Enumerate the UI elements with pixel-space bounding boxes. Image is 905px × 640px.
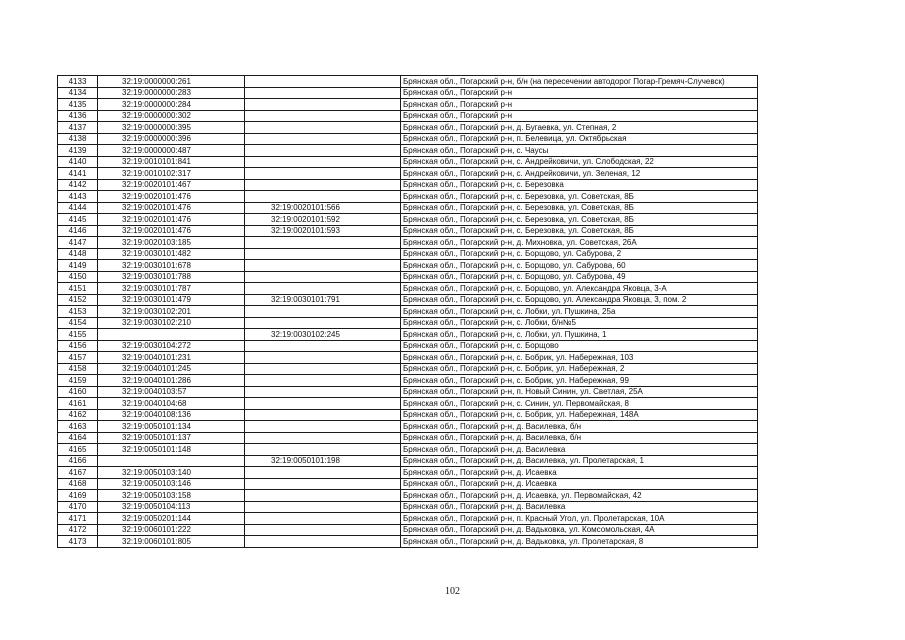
table-row [58, 110, 758, 122]
cadastral-number-cell: 32:19:0040101:231 [98, 352, 245, 364]
cadastral-number-cell: 32:19:0050103:140 [98, 467, 245, 479]
sub-cadastral-number-cell [245, 306, 401, 318]
address-cell: Брянская обл., Погарский р-н, д. Михновка, ул. Советская, 26А [401, 237, 758, 249]
row-number-cell: 4157 [58, 352, 98, 364]
address-cell: Брянская обл., Погарский р-н, с. Лобки, ул. Пушкина, 1 [401, 329, 758, 341]
cadastral-number-cell: 32:19:0020103:185 [98, 237, 245, 249]
cadastral-number-cell: 32:19:0030101:479 [98, 294, 245, 306]
row-number-cell: 4133 [58, 76, 98, 88]
table-row [58, 99, 758, 111]
table-row [58, 478, 758, 490]
row-number-cell: 4153 [58, 306, 98, 318]
cadastral-number-cell: 32:19:0050101:148 [98, 444, 245, 456]
table-row [58, 329, 758, 341]
row-number-cell: 4173 [58, 536, 98, 548]
row-number-cell: 4143 [58, 191, 98, 203]
table-row [58, 340, 758, 352]
cadastral-number-cell: 32:19:0050104:113 [98, 501, 245, 513]
cadastral-number-cell: 32:19:0030101:788 [98, 271, 245, 283]
row-number-cell: 4152 [58, 294, 98, 306]
sub-cadastral-number-cell [245, 271, 401, 283]
table-row [58, 490, 758, 502]
table-row [58, 375, 758, 387]
cadastral-number-cell: 32:19:0020101:467 [98, 179, 245, 191]
cadastral-number-cell: 32:19:0000000:261 [98, 76, 245, 88]
cadastral-number-cell: 32:19:0000000:302 [98, 110, 245, 122]
table-row [58, 133, 758, 145]
row-number-cell: 4155 [58, 329, 98, 341]
row-number-cell: 4165 [58, 444, 98, 456]
cadastral-number-cell: 32:19:0000000:487 [98, 145, 245, 157]
cadastral-number-cell: 32:19:0020101:476 [98, 214, 245, 226]
cadastral-number-cell: 32:19:0030101:482 [98, 248, 245, 260]
sub-cadastral-number-cell [245, 191, 401, 203]
cadastral-number-cell: 32:19:0040101:245 [98, 363, 245, 375]
table-row [58, 421, 758, 433]
table-row [58, 260, 758, 272]
table-row [58, 363, 758, 375]
row-number-cell: 4172 [58, 524, 98, 536]
table-row [58, 306, 758, 318]
sub-cadastral-number-cell [245, 409, 401, 421]
cadastral-number-cell: 32:19:0060101:805 [98, 536, 245, 548]
table-row [58, 409, 758, 421]
sub-cadastral-number-cell [245, 283, 401, 295]
table-row [58, 536, 758, 548]
cadastral-number-cell: 32:19:0030104:272 [98, 340, 245, 352]
address-cell: Брянская обл., Погарский р-н, с. Борщово, ул. Сабурова, 60 [401, 260, 758, 272]
address-cell: Брянская обл., Погарский р-н, с. Березовка, ул. Советская, 8Б [401, 191, 758, 203]
table-row [58, 271, 758, 283]
address-cell: Брянская обл., Погарский р-н, д. Василевка [401, 501, 758, 513]
sub-cadastral-number-cell [245, 421, 401, 433]
registry-table-body [58, 76, 758, 548]
cadastral-number-cell: 32:19:0050101:134 [98, 421, 245, 433]
row-number-cell: 4161 [58, 398, 98, 410]
row-number-cell: 4135 [58, 99, 98, 111]
address-cell: Брянская обл., Погарский р-н, с. Андрейковичи, ул. Слободская, 22 [401, 156, 758, 168]
table-row [58, 352, 758, 364]
address-cell: Брянская обл., Погарский р-н, с. Борщово, ул. Сабурова, 49 [401, 271, 758, 283]
row-number-cell: 4163 [58, 421, 98, 433]
cadastral-number-cell: 32:19:0040101:286 [98, 375, 245, 387]
cadastral-number-cell: 32:19:0020101:476 [98, 202, 245, 214]
cadastral-number-cell: 32:19:0020101:476 [98, 191, 245, 203]
sub-cadastral-number-cell [245, 501, 401, 513]
row-number-cell: 4144 [58, 202, 98, 214]
sub-cadastral-number-cell [245, 110, 401, 122]
sub-cadastral-number-cell [245, 536, 401, 548]
table-row [58, 191, 758, 203]
cadastral-number-cell: 32:19:0040104:68 [98, 398, 245, 410]
sub-cadastral-number-cell [245, 513, 401, 525]
row-number-cell: 4149 [58, 260, 98, 272]
cadastral-number-cell: 32:19:0010102:317 [98, 168, 245, 180]
table-row [58, 202, 758, 214]
table-row [58, 283, 758, 295]
row-number-cell: 4160 [58, 386, 98, 398]
table-row [58, 248, 758, 260]
row-number-cell: 4164 [58, 432, 98, 444]
cadastral-number-cell: 32:19:0030101:787 [98, 283, 245, 295]
address-cell: Брянская обл., Погарский р-н [401, 99, 758, 111]
address-cell: Брянская обл., Погарский р-н, п. Новый Синин, ул. Светлая, 25А [401, 386, 758, 398]
sub-cadastral-number-cell [245, 156, 401, 168]
sub-cadastral-number-cell: 32:19:0030101:791 [245, 294, 401, 306]
sub-cadastral-number-cell [245, 168, 401, 180]
sub-cadastral-number-cell [245, 352, 401, 364]
row-number-cell: 4138 [58, 133, 98, 145]
row-number-cell: 4169 [58, 490, 98, 502]
address-cell: Брянская обл., Погарский р-н, с. Чаусы [401, 145, 758, 157]
address-cell: Брянская обл., Погарский р-н, д. Исаевка [401, 478, 758, 490]
sub-cadastral-number-cell [245, 248, 401, 260]
table-row [58, 398, 758, 410]
table-row [58, 237, 758, 249]
table-row [58, 317, 758, 329]
row-number-cell: 4156 [58, 340, 98, 352]
sub-cadastral-number-cell [245, 87, 401, 99]
address-cell: Брянская обл., Погарский р-н, с. Борщово, ул. Александра Яковца, 3-А [401, 283, 758, 295]
row-number-cell: 4141 [58, 168, 98, 180]
table-row [58, 467, 758, 479]
row-number-cell: 4151 [58, 283, 98, 295]
sub-cadastral-number-cell: 32:19:0050101:198 [245, 455, 401, 467]
cadastral-number-cell: 32:19:0030102:210 [98, 317, 245, 329]
sub-cadastral-number-cell [245, 524, 401, 536]
cadastral-number-cell: 32:19:0020101:476 [98, 225, 245, 237]
row-number-cell: 4159 [58, 375, 98, 387]
cadastral-number-cell: 32:19:0050103:158 [98, 490, 245, 502]
row-number-cell: 4166 [58, 455, 98, 467]
sub-cadastral-number-cell [245, 363, 401, 375]
address-cell: Брянская обл., Погарский р-н, с. Борщово, ул. Александра Яковца, 3, пом. 2 [401, 294, 758, 306]
row-number-cell: 4137 [58, 122, 98, 134]
sub-cadastral-number-cell [245, 237, 401, 249]
address-cell: Брянская обл., Погарский р-н [401, 87, 758, 99]
row-number-cell: 4139 [58, 145, 98, 157]
table-row [58, 179, 758, 191]
sub-cadastral-number-cell [245, 122, 401, 134]
address-cell: Брянская обл., Погарский р-н, с. Борщово [401, 340, 758, 352]
row-number-cell: 4148 [58, 248, 98, 260]
sub-cadastral-number-cell [245, 478, 401, 490]
table-row [58, 214, 758, 226]
sub-cadastral-number-cell [245, 375, 401, 387]
sub-cadastral-number-cell [245, 432, 401, 444]
cadastral-number-cell [98, 455, 245, 467]
address-cell: Брянская обл., Погарский р-н, с. Бобрик, ул. Набережная, 2 [401, 363, 758, 375]
cadastral-number-cell: 32:19:0000000:396 [98, 133, 245, 145]
address-cell: Брянская обл., Погарский р-н, с. Андрейковичи, ул. Зеленая, 12 [401, 168, 758, 180]
row-number-cell: 4136 [58, 110, 98, 122]
table-row [58, 225, 758, 237]
table-row [58, 156, 758, 168]
address-cell: Брянская обл., Погарский р-н, д. Василевка, б/н [401, 421, 758, 433]
address-cell: Брянская обл., Погарский р-н, д. Исаевка, ул. Первомайская, 42 [401, 490, 758, 502]
row-number-cell: 4146 [58, 225, 98, 237]
cadastral-number-cell: 32:19:0050201:144 [98, 513, 245, 525]
sub-cadastral-number-cell [245, 260, 401, 272]
cadastral-number-cell: 32:19:0040103:57 [98, 386, 245, 398]
cadastral-number-cell: 32:19:0050103:146 [98, 478, 245, 490]
table-row [58, 87, 758, 99]
table-row [58, 76, 758, 88]
address-cell: Брянская обл., Погарский р-н, с. Березовка, ул. Советская, 8Б [401, 225, 758, 237]
row-number-cell: 4145 [58, 214, 98, 226]
sub-cadastral-number-cell [245, 179, 401, 191]
sub-cadastral-number-cell [245, 340, 401, 352]
row-number-cell: 4170 [58, 501, 98, 513]
cadastral-number-cell: 32:19:0030102:201 [98, 306, 245, 318]
page-number: 102 [445, 586, 460, 597]
sub-cadastral-number-cell [245, 490, 401, 502]
sub-cadastral-number-cell [245, 467, 401, 479]
sub-cadastral-number-cell: 32:19:0020101:592 [245, 214, 401, 226]
table-row [58, 386, 758, 398]
row-number-cell: 4150 [58, 271, 98, 283]
address-cell: Брянская обл., Погарский р-н, с. Синин, ул. Первомайская, 8 [401, 398, 758, 410]
row-number-cell: 4140 [58, 156, 98, 168]
address-cell: Брянская обл., Погарский р-н, с. Борщово, ул. Сабурова, 2 [401, 248, 758, 260]
address-cell: Брянская обл., Погарский р-н, с. Бобрик, ул. Набережная, 103 [401, 352, 758, 364]
sub-cadastral-number-cell [245, 444, 401, 456]
address-cell: Брянская обл., Погарский р-н, с. Березовка, ул. Советская, 8Б [401, 202, 758, 214]
row-number-cell: 4162 [58, 409, 98, 421]
row-number-cell: 4167 [58, 467, 98, 479]
cadastral-number-cell: 32:19:0010101:841 [98, 156, 245, 168]
sub-cadastral-number-cell [245, 133, 401, 145]
address-cell: Брянская обл., Погарский р-н, с. Березовка, ул. Советская, 8Б [401, 214, 758, 226]
address-cell: Брянская обл., Погарский р-н [401, 110, 758, 122]
address-cell: Брянская обл., Погарский р-н, д. Василевка, ул. Пролетарская, 1 [401, 455, 758, 467]
table-row [58, 524, 758, 536]
address-cell: Брянская обл., Погарский р-н, п. Белевица, ул. Октябрьская [401, 133, 758, 145]
table-row [58, 501, 758, 513]
sub-cadastral-number-cell [245, 76, 401, 88]
address-cell: Брянская обл., Погарский р-н, д. Исаевка [401, 467, 758, 479]
address-cell: Брянская обл., Погарский р-н, б/н (на пересечении автодорог Погар-Гремяч-Случевск) [401, 76, 758, 88]
table-row [58, 145, 758, 157]
address-cell: Брянская обл., Погарский р-н, с. Лобки, ул. Пушкина, 25а [401, 306, 758, 318]
address-cell: Брянская обл., Погарский р-н, д. Бугаевка, ул. Степная, 2 [401, 122, 758, 134]
sub-cadastral-number-cell: 32:19:0030102:245 [245, 329, 401, 341]
cadastral-number-cell: 32:19:0060101:222 [98, 524, 245, 536]
table-row [58, 432, 758, 444]
cadastral-number-cell: 32:19:0000000:284 [98, 99, 245, 111]
row-number-cell: 4134 [58, 87, 98, 99]
row-number-cell: 4142 [58, 179, 98, 191]
sub-cadastral-number-cell [245, 398, 401, 410]
cadastral-number-cell: 32:19:0050101:137 [98, 432, 245, 444]
sub-cadastral-number-cell: 32:19:0020101:566 [245, 202, 401, 214]
cadastral-number-cell: 32:19:0030101:678 [98, 260, 245, 272]
table-row [58, 513, 758, 525]
address-cell: Брянская обл., Погарский р-н, д. Вадьковка, ул. Комсомольская, 4А [401, 524, 758, 536]
address-cell: Брянская обл., Погарский р-н, д. Василевка, б/н [401, 432, 758, 444]
table-row [58, 455, 758, 467]
address-cell: Брянская обл., Погарский р-н, с. Бобрик, ул. Набережная, 148А [401, 409, 758, 421]
sub-cadastral-number-cell: 32:19:0020101:593 [245, 225, 401, 237]
address-cell: Брянская обл., Погарский р-н, с. Лобки, б/н№5 [401, 317, 758, 329]
address-cell: Брянская обл., Погарский р-н, д. Василевка [401, 444, 758, 456]
row-number-cell: 4158 [58, 363, 98, 375]
table-row [58, 444, 758, 456]
row-number-cell: 4171 [58, 513, 98, 525]
address-cell: Брянская обл., Погарский р-н, д. Вадьковка, ул. Пролетарская, 8 [401, 536, 758, 548]
address-cell: Брянская обл., Погарский р-н, с. Бобрик, ул. Набережная, 99 [401, 375, 758, 387]
cadastral-number-cell: 32:19:0000000:283 [98, 87, 245, 99]
table-row [58, 168, 758, 180]
registry-table [57, 75, 758, 548]
row-number-cell: 4154 [58, 317, 98, 329]
cadastral-number-cell: 32:19:0000000:395 [98, 122, 245, 134]
sub-cadastral-number-cell [245, 386, 401, 398]
sub-cadastral-number-cell [245, 145, 401, 157]
table-row [58, 294, 758, 306]
table-row [58, 122, 758, 134]
address-cell: Брянская обл., Погарский р-н, п. Красный Угол, ул. Пролетарская, 10А [401, 513, 758, 525]
cadastral-number-cell: 32:19:0040108:136 [98, 409, 245, 421]
sub-cadastral-number-cell [245, 317, 401, 329]
address-cell: Брянская обл., Погарский р-н, с. Березовка [401, 179, 758, 191]
row-number-cell: 4168 [58, 478, 98, 490]
cadastral-number-cell [98, 329, 245, 341]
sub-cadastral-number-cell [245, 99, 401, 111]
row-number-cell: 4147 [58, 237, 98, 249]
